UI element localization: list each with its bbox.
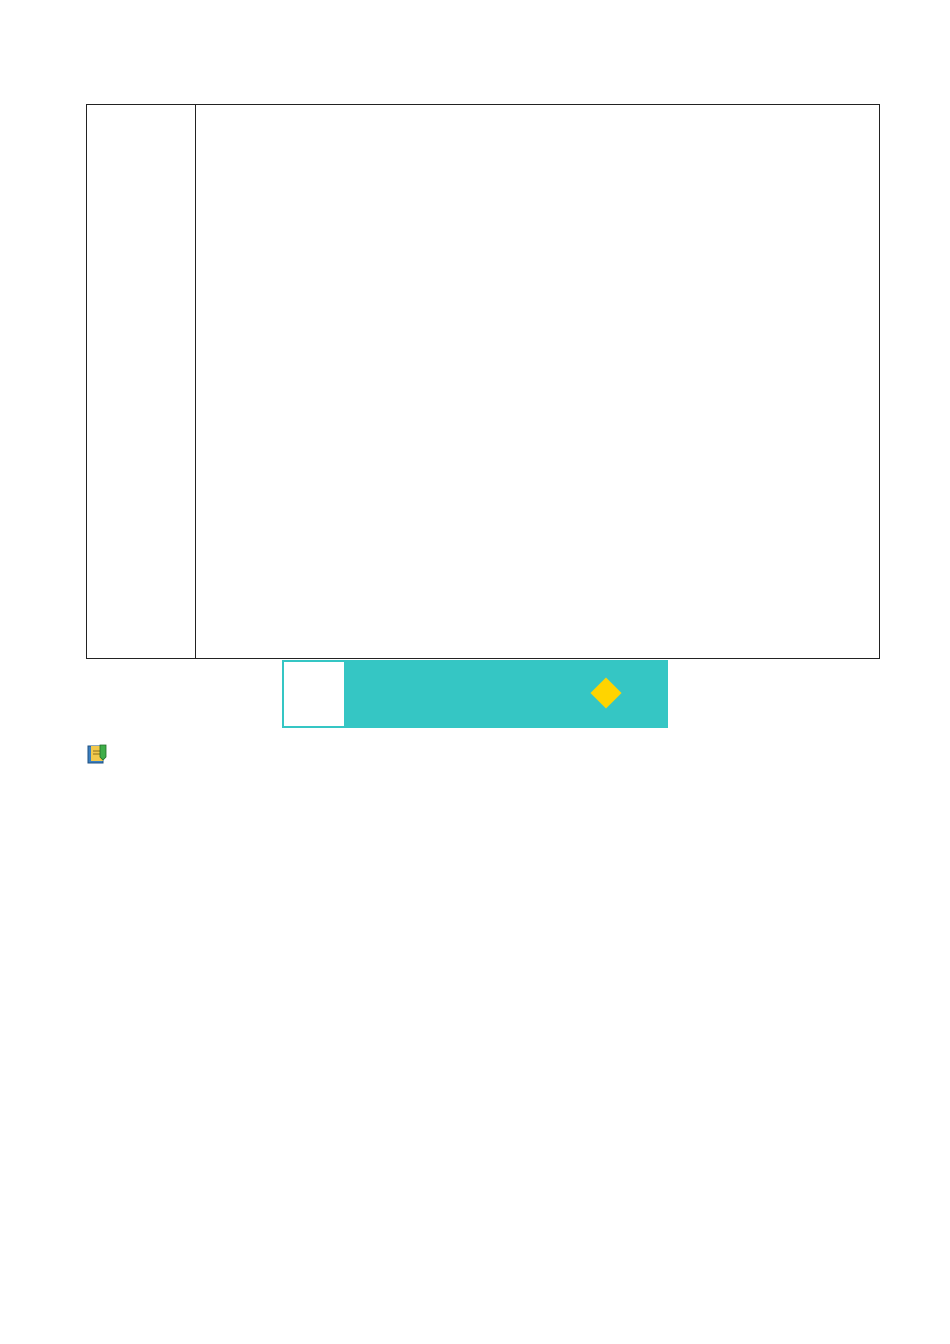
diamond-icon — [590, 677, 621, 708]
subsection-heading — [86, 776, 122, 802]
banner-number — [284, 662, 344, 726]
notebook-pencil-icon — [86, 743, 108, 765]
section-banner — [282, 660, 668, 728]
section-heading — [86, 742, 110, 770]
vocabulary-table — [86, 104, 880, 659]
table-column-divider — [195, 105, 196, 658]
